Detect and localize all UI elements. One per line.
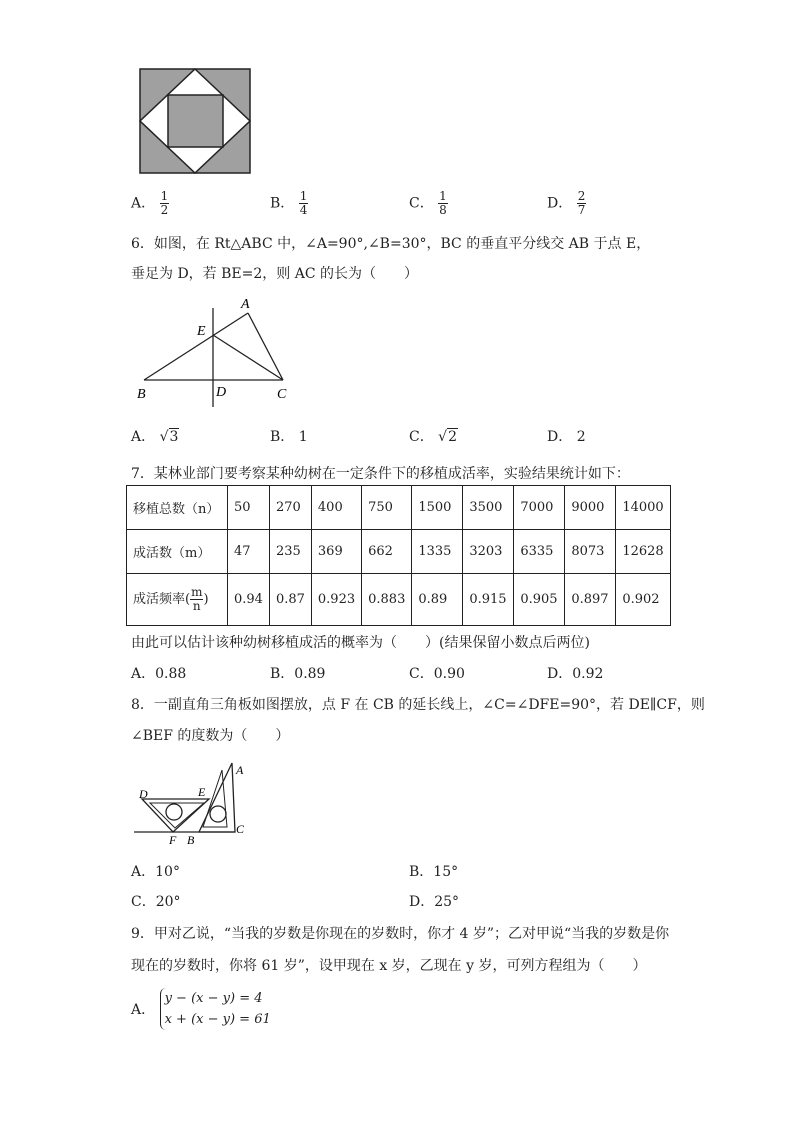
q5-option-d[interactable]: D． $\frac{2}{7}$ xyxy=(547,189,586,217)
q7-stem-line2: 由此可以估计该种幼树移植成活的概率为（ ）(结果保留小数点后两位) xyxy=(131,635,590,651)
table-cell: 400 xyxy=(311,486,361,530)
table-row xyxy=(127,530,671,574)
table-cell: 50 xyxy=(228,486,270,530)
label-a: A xyxy=(241,297,250,312)
q7-option-b[interactable]: B．0.89 xyxy=(270,666,326,682)
q7-stem-line1: 7．某林业部门要考察某种幼树在一定条件下的移植成活率，实验结果统计如下： xyxy=(131,466,630,482)
table-cell: 0.897 xyxy=(565,574,616,626)
table-row xyxy=(127,486,671,530)
q8-stem-line2: ∠BEF 的度数为（ ） xyxy=(131,728,290,744)
q5-option-a[interactable]: A． $\frac{1}{2}$ xyxy=(131,189,169,217)
table-cell: 7000 xyxy=(514,486,565,530)
table-cell: 369 xyxy=(311,530,361,574)
label-b: B xyxy=(137,387,146,402)
q7-data-table xyxy=(126,485,671,626)
row-header: 成活数（m） xyxy=(127,530,228,574)
q8-option-d[interactable]: D．25° xyxy=(409,894,460,910)
q6-option-a[interactable]: A． √3 xyxy=(131,429,179,445)
fraction: $\frac{2}{7}$ xyxy=(577,189,586,217)
table-cell: 0.915 xyxy=(463,574,514,626)
q6-triangle-figure xyxy=(131,290,301,410)
table-cell: 47 xyxy=(228,530,270,574)
table-cell: 235 xyxy=(269,530,311,574)
q6-option-d[interactable]: D． 2 xyxy=(547,429,586,445)
table-cell: 662 xyxy=(362,530,412,574)
q9-option-a[interactable]: A． y − (x − y) = 4 x + (x − y) = 61 xyxy=(131,988,271,1030)
table-cell: 8073 xyxy=(565,530,616,574)
sqrt: √3 xyxy=(159,429,179,445)
q8-stem-line1: 8．一副直角三角板如图摆放，点 F 在 CB 的延长线上，∠C=∠DFE=90°，若 DE∥CF，则 xyxy=(131,697,705,713)
label-a: A xyxy=(236,763,244,777)
label-c: C xyxy=(277,387,287,402)
table-cell: 9000 xyxy=(565,486,616,530)
table-cell: 0.89 xyxy=(412,574,463,626)
equation-system: y − (x − y) = 4 x + (x − y) = 61 xyxy=(160,988,271,1030)
table-cell: 0.902 xyxy=(616,574,670,626)
q8-option-c[interactable]: C．20° xyxy=(131,894,181,910)
fraction: $\frac{1}{8}$ xyxy=(439,189,447,217)
q6-stem-line1: 6．如图，在 Rt△ABC 中，∠A=90°,∠B=30°，BC 的垂直平分线交 AB 于点 E， xyxy=(131,236,651,252)
q5-option-b[interactable]: B． $\frac{1}{4}$ xyxy=(270,189,308,217)
table-cell: 3203 xyxy=(463,530,514,574)
label-f: F xyxy=(169,833,177,847)
table-cell: 0.883 xyxy=(362,574,412,626)
label-e: E xyxy=(198,785,206,799)
table-cell: 1335 xyxy=(412,530,463,574)
q7-option-c[interactable]: C．0.90 xyxy=(409,666,465,682)
label-e: E xyxy=(197,324,206,339)
table-cell: 6335 xyxy=(514,530,565,574)
fraction: $\frac{1}{4}$ xyxy=(299,189,308,217)
q7-option-d[interactable]: D．0.92 xyxy=(547,666,604,682)
table-cell: 1500 xyxy=(412,486,463,530)
table-cell: 0.905 xyxy=(514,574,565,626)
q9-stem-line1: 9．甲对乙说，“当我的岁数是你现在的岁数时，你才 4 岁”；乙对甲说“当我的岁数是你 xyxy=(131,926,670,942)
q8-option-b[interactable]: B．15° xyxy=(409,864,459,880)
q5-square-figure xyxy=(139,68,251,174)
table-cell: 750 xyxy=(362,486,412,530)
q6-option-b[interactable]: B． 1 xyxy=(270,429,308,445)
sqrt: √2 xyxy=(438,429,458,445)
fraction: $\frac{1}{2}$ xyxy=(160,189,169,217)
label-d: D xyxy=(216,385,227,400)
label-c: C xyxy=(236,822,245,836)
table-cell: 0.923 xyxy=(311,574,361,626)
q6-option-c[interactable]: C． √2 xyxy=(409,429,458,445)
row-header: 成活频率( $\frac{m}{n}$ ) xyxy=(127,574,228,626)
label-d: D xyxy=(139,787,148,801)
table-cell: 0.87 xyxy=(269,574,311,626)
table-cell: 14000 xyxy=(616,486,670,530)
q9-stem-line2: 现在的岁数时，你将 61 岁”，设甲现在 x 岁，乙现在 y 岁，可列方程组为（ ） xyxy=(131,958,647,974)
q8-set-square-figure xyxy=(131,755,255,850)
q5-option-c[interactable]: C． $\frac{1}{8}$ xyxy=(409,189,447,217)
row-header: 移植总数（n） xyxy=(127,486,228,530)
label-b: B xyxy=(187,833,195,847)
table-cell: 0.94 xyxy=(228,574,270,626)
q7-option-a[interactable]: A．0.88 xyxy=(131,666,187,682)
table-cell: 3500 xyxy=(463,486,514,530)
table-cell: 12628 xyxy=(616,530,670,574)
table-cell: 270 xyxy=(269,486,311,530)
q8-option-a[interactable]: A．10° xyxy=(131,864,180,880)
q6-stem-line2: 垂足为 D，若 BE=2，则 AC 的长为（ ） xyxy=(131,266,418,282)
table-row xyxy=(127,574,671,626)
